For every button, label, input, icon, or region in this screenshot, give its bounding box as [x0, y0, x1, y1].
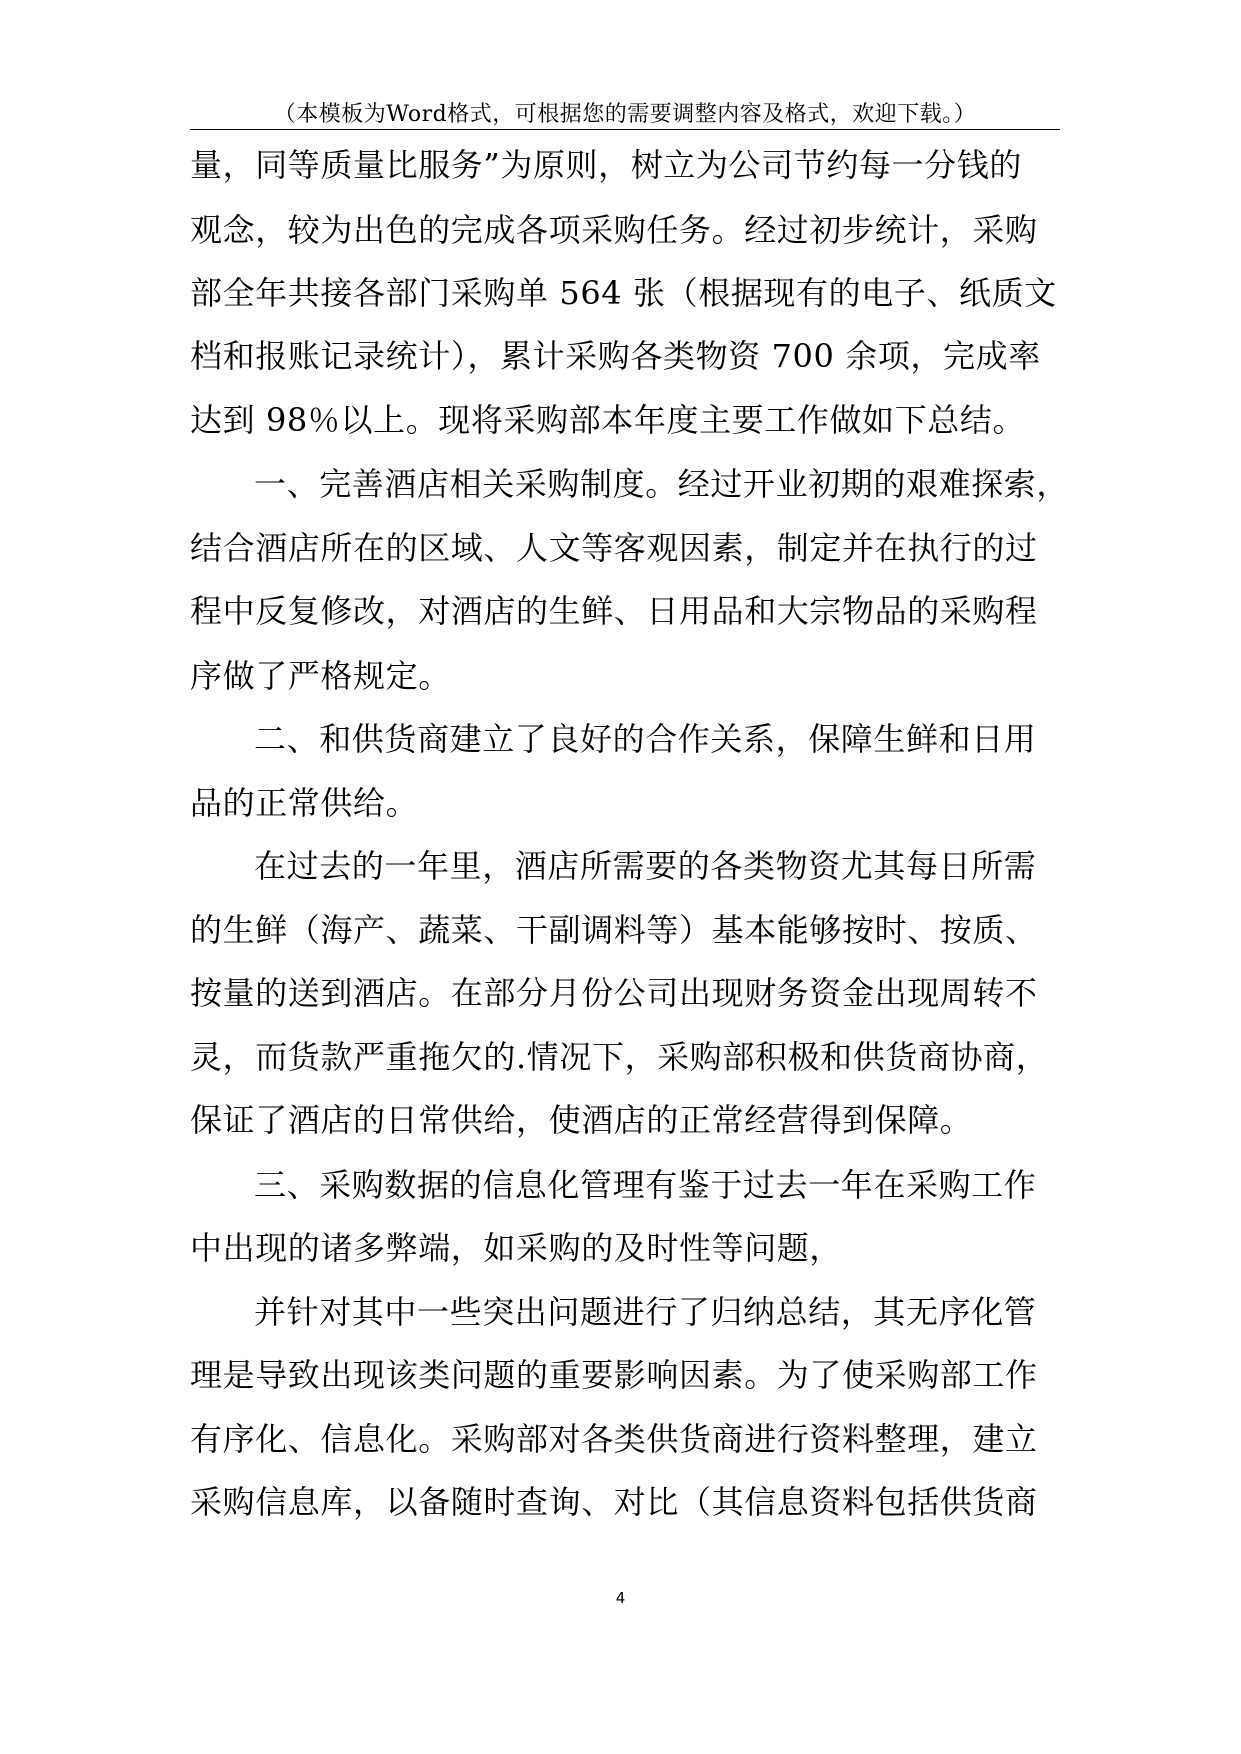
body-line: 程中反复修改，对酒店的生鲜、日用品和大宗物品的采购程 [190, 592, 1038, 630]
paragraph-start: 在过去的一年里，酒店所需要的各类物资尤其每日所需 [254, 847, 1037, 885]
page-number: 4 [615, 1589, 626, 1607]
body-line: 品的正常供给。 [190, 784, 419, 822]
body-line: 按量的送到酒店。在部分月份公司出现财务资金出现周转不 [190, 974, 1038, 1012]
body-line: 采购信息库，以备随时查询、对比（其信息资料包括供货商 [190, 1483, 1038, 1521]
body-line: 保证了酒店的日常供给，使酒店的正常经营得到保障。 [190, 1101, 973, 1139]
body-line: 观念，较为出色的完成各项采购任务。经过初步统计，采购 [190, 211, 1038, 249]
paragraph-heading-3: 三、采购数据的信息化管理有鉴于过去一年在采购工作 [254, 1166, 1037, 1204]
body-line: 量，同等质量比服务”为原则，树立为公司节约每一分钱的 [190, 146, 1022, 184]
template-notice-header: （本模板为Word格式，可根据您的需要调整内容及格式，欢迎下载。） [273, 102, 977, 127]
body-line: 达到 98％以上。现将采购部本年度主要工作做如下总结。 [190, 401, 1026, 439]
body-line: 序做了严格规定。 [190, 657, 451, 695]
body-line: 档和报账记录统计），累计采购各类物资 700 余项，完成率 [190, 337, 1041, 375]
body-line: 的生鲜（海产、蔬菜、干副调料等）基本能够按时、按质、 [190, 911, 1038, 949]
body-line: 灵，而货款严重拖欠的.情况下，采购部积极和供货商协商， [190, 1038, 1049, 1076]
body-line: 结合酒店所在的区域、人文等客观因素，制定并在执行的过 [190, 529, 1038, 567]
paragraph-heading-2: 二、和供货商建立了良好的合作关系，保障生鲜和日用 [254, 720, 1037, 758]
body-line: 有序化、信息化。采购部对各类供货商进行资料整理，建立 [190, 1420, 1038, 1458]
body-line: 中出现的诸多弊端，如采购的及时性等问题， [190, 1229, 843, 1267]
paragraph-start: 并针对其中一些突出问题进行了归纳总结，其无序化管 [254, 1293, 1037, 1331]
header-divider [190, 129, 1060, 130]
paragraph-heading-1: 一、完善酒店相关采购制度。经过开业初期的艰难探索， [254, 465, 1070, 503]
body-line: 部全年共接各部门采购单 564 张（根据现有的电子、纸质文 [190, 274, 1057, 312]
body-line: 理是导致出现该类问题的重要影响因素。为了使采购部工作 [190, 1356, 1038, 1394]
